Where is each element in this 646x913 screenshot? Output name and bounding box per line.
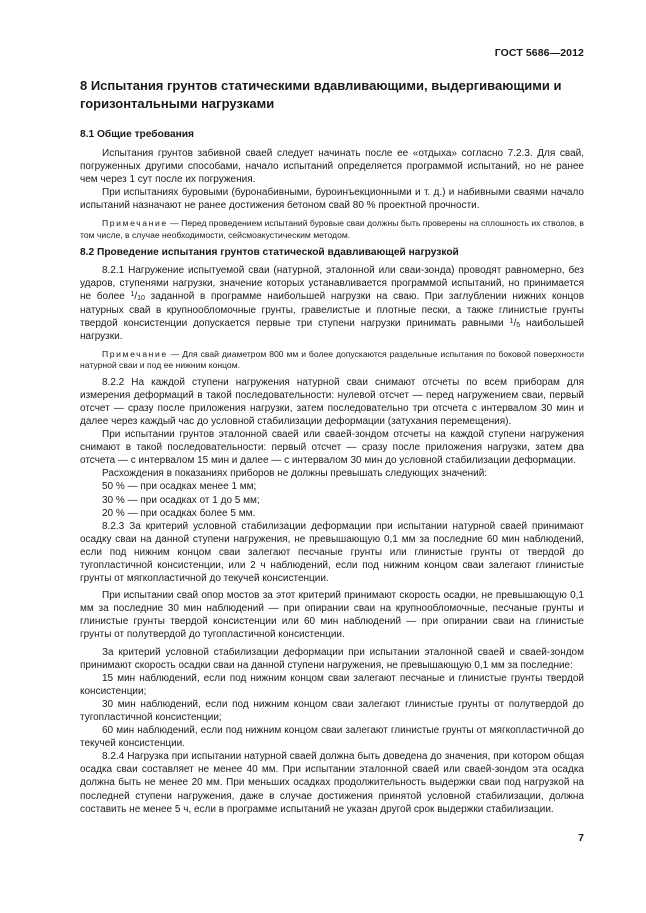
subsection-heading-8-2: 8.2 Проведение испытания грунтов статической вдавливающей нагрузкой (80, 247, 459, 259)
paragraph-8-2-3: 8.2.3 За критерий условной стабилизации деформации при испытании натурной сваей принимают осадку сваи на данной ступени нагружения, не превышающую 0,1 мм за последние 60 мин наблюдений, если под нижним концом сваи залегают песчаные грунты или глинистые грунты от твердой до тугопластичной консистенции, или 2 ч наблюдений, если под нижним концом сваи залегают глинистые грунты от мягкопластичной до текучей консистенции. (80, 520, 584, 585)
note-text: — Перед проведением испытаний буровые сваи должны быть проверены на сплошность их стволов, в том числе, в случае необходимости, сейсмоакустическим методом. (80, 218, 584, 240)
page-number: 7 (578, 832, 584, 844)
note (80, 349, 584, 372)
list-item: 50 % — при осадках менее 1 мм; (102, 481, 257, 493)
paragraph-8-2-2: 8.2.2 На каждой ступени нагружения натурной сваи снимают отсчеты по всем приборам для измерения деформаций в такой последовательности: нулевой отсчет — перед нагружением сваи, первый отсчет — сразу после приложения нагрузки, затем последовательно три отсчета с интервалом 30 мин и далее через каждый час до условной стабилизации деформации (затухания перемещения). (80, 376, 584, 427)
note-text: — Для свай диаметром 800 мм и более допускаются раздельные испытания по боковой поверхности натурной сваи и под ее нижним концом. (80, 348, 584, 371)
fraction: $^1/_5$ (509, 317, 521, 329)
fraction: $^1/_{10}$ (130, 291, 145, 303)
document-code: ГОСТ 5686—2012 (494, 47, 584, 59)
paragraph: 15 мин наблюдений, если под нижним концом сваи залегают песчаные и глинистые грунты твердой консистенции; (80, 672, 584, 697)
list-item: 30 % — при осадках от 1 до 5 мм; (102, 494, 260, 506)
paragraph-8-2-1: 8.2.1 Нагружение испытуемой сваи (натурной, эталонной или сваи-зонда) проводят равномерно, без ударов, ступенями нагрузки, значение которых устанавливается программой испытаний, но принимается не более $^1/_{10}$ заданной в программе наибольшей нагрузки на сваю. При заглублении нижних концов натурных свай в крупнообломочные грунты, гравелистые и плотные пески, а также глинистые грунты твердой консистенции допускается первые три ступени нагрузки принимать равными $^1/_5$ наибольшей нагрузки. (80, 265, 585, 342)
note (80, 218, 584, 241)
paragraph: За критерий условной стабилизации деформации при испытании эталонной сваей и сваей-зондом принимают скорость осадки сваи на данной ступени нагружения, не превышающую 0,1 мм за последние: (80, 646, 584, 671)
subsection-heading-8-1: 8.1 Общие требования (80, 129, 194, 140)
note-label: Примечание (102, 218, 168, 229)
note-label: Примечание (102, 348, 168, 359)
paragraph: При испытании грунтов эталонной сваей или сваей-зондом отсчеты на каждой ступени нагружения снимают в такой последовательности: первый отсчет — сразу после приложения нагрузки, затем два отсчета — с интервалом 15 мин и далее — с интервалом 30 мин до условной стабилизации деформации. (80, 429, 584, 467)
paragraph-8-2-4: 8.2.4 Нагрузка при испытании натурной сваей должна быть доведена до значения, при котором общая осадка сваи составляет не менее 40 мм. При испытании эталонной сваей или сваей-зондом эта осадка должна быть не менее 20 мм. При меньших осадках продолжительность выдержки сваи под нагрузкой на последней ступени нагружения, даже в случае достижения принятой условной стабилизации, должна составить не менее 5 ч, если в программе испытаний не указан другой срок выдержки стабилизации. (80, 751, 584, 815)
list-item: 20 % — при осадках более 5 мм. (102, 507, 256, 519)
paragraph: Расхождения в показаниях приборов не должны превышать следующих значений: (102, 468, 488, 480)
section-title: 8 Испытания грунтов статическими вдавливающими, выдергивающими и горизонтальными нагрузками (80, 78, 562, 111)
paragraph: 30 мин наблюдений, если под нижним концом сваи залегают глинистые грунты от полутвердой до тугопластичной консистенции; (80, 698, 584, 723)
paragraph: При испытании свай опор мостов за этот критерий принимают скорость осадки, не превышающую 0,1 мм за последние 30 мин наблюдений — при опирании сваи на крупнообломочные, песчаные грунты и глинистые грунты твердой консистенции или 60 мин наблюдений — при опирании сваи на глинистые грунты от полутвердой до тугопластичной консистенции. (80, 590, 584, 641)
paragraph: Испытания грунтов забивной сваей следует начинать после ее «отдыха» согласно 7.2.3. Для свай, погруженных другими способами, начало испытаний определяется программой испытаний, но не ранее чем через 1 сут после их погружения. (80, 148, 584, 186)
paragraph: При испытаниях буровыми (буронабивными, буроинъекционными и т. д.) и набивными сваями начало испытаний назначают не ранее достижения бетоном свай 80 % проектной прочности. (80, 187, 584, 212)
paragraph: 60 мин наблюдений, если под нижним концом сваи залегают глинистые грунты от мягкопластичной до текучей консистенции. (80, 725, 584, 750)
